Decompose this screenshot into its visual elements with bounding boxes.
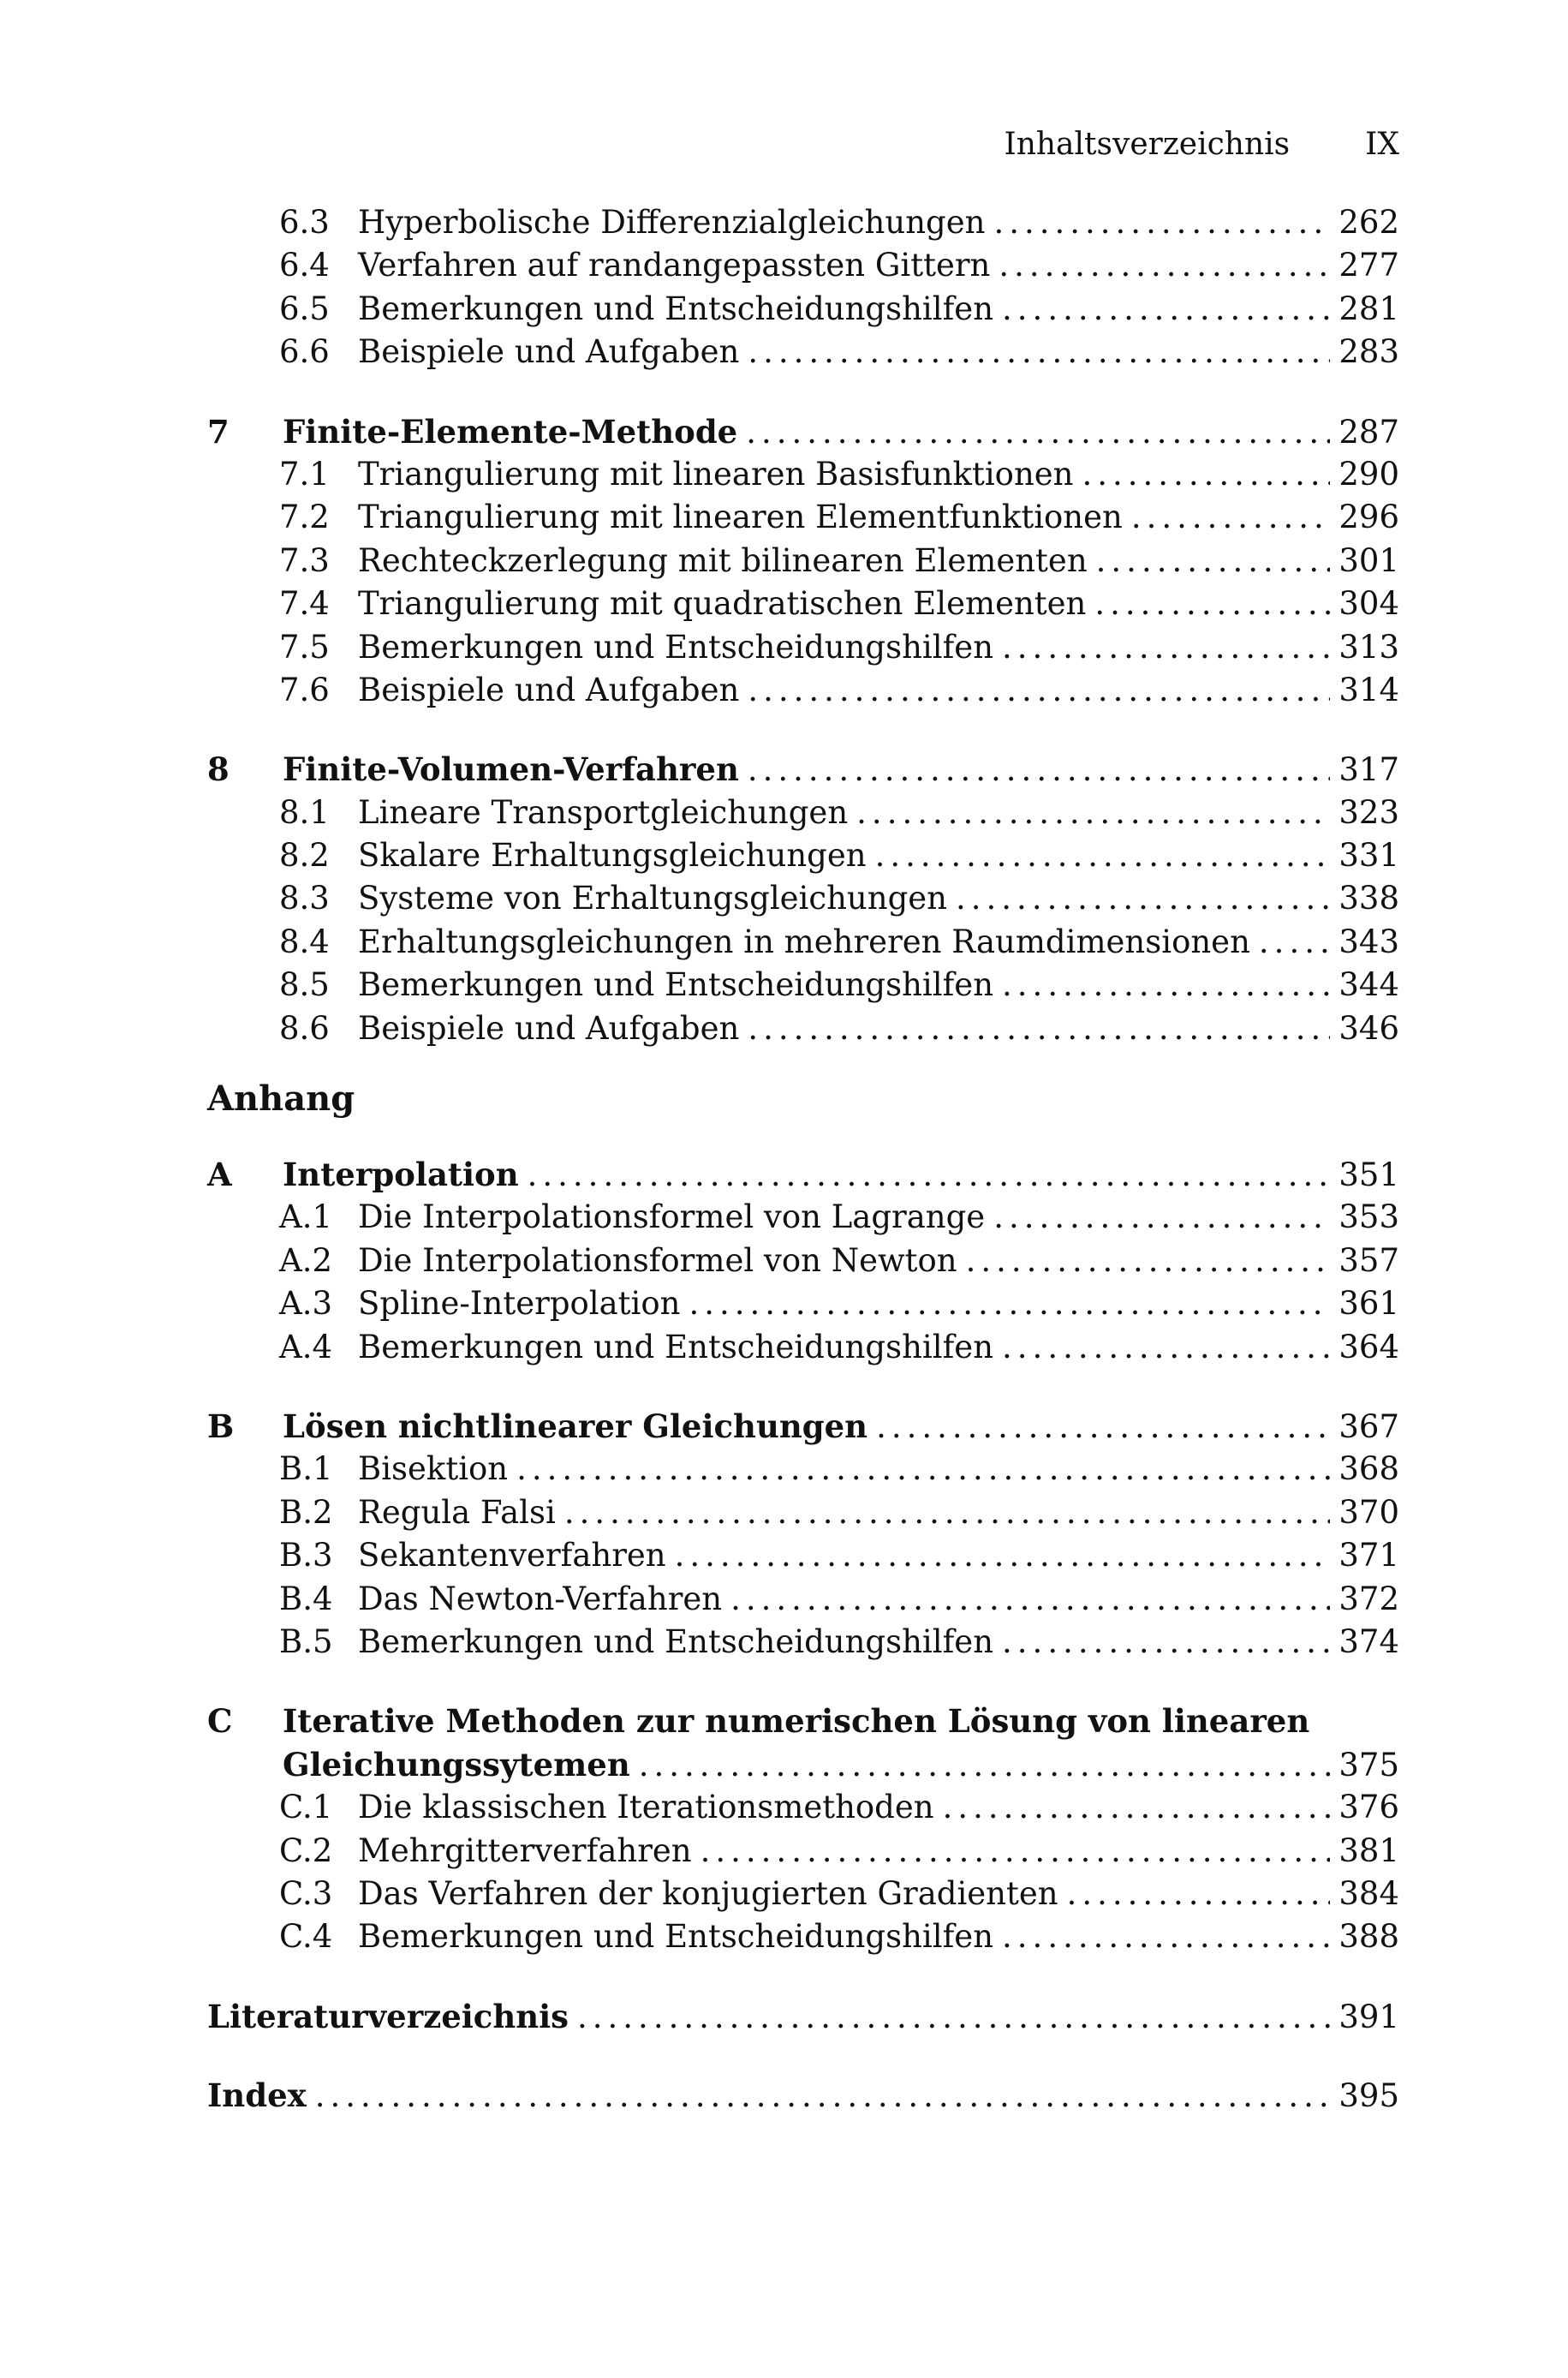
entry-title: Systeme von Erhaltungsgleichungen [358,880,948,917]
entry-page: 344 [1338,966,1399,1004]
toc-entry[interactable] [207,1198,1399,1241]
toc-entry[interactable] [207,1450,1399,1493]
toc-entry[interactable] [207,629,1399,672]
leader-dots [315,2077,1331,2114]
entry-page: 296 [1338,499,1399,536]
literature-page: 391 [1338,1998,1399,2035]
chapter-title-line1: Iterative Methoden zur numerischen Lösung von linearen [283,1702,1310,1741]
entry-title: Spline-Interpolation [358,1285,681,1323]
entry-title: Das Newton-Verfahren [358,1580,723,1617]
leader-dots [748,751,1331,788]
leader-dots [1094,585,1330,622]
entry-page: 338 [1338,880,1399,917]
leader-dots [1002,629,1330,666]
entry-number: B.2 [279,1493,333,1531]
toc-entry[interactable] [207,456,1399,499]
chapter-page: 375 [1338,1746,1399,1784]
entry-page: 374 [1338,1622,1399,1660]
entry-title: Die klassischen Iterationsmethoden [358,1789,934,1826]
toc-entry[interactable] [207,1010,1399,1053]
leader-dots [748,672,1330,708]
entry-title: Erhaltungsgleichungen in mehreren Raumdimensionen [358,923,1250,960]
entry-title: Beispiele und Aufgaben [358,671,740,708]
entry-title: Bemerkungen und Entscheidungshilfen [358,1918,994,1956]
entry-title: Bemerkungen und Entscheidungshilfen [358,628,994,666]
toc-entry[interactable] [207,333,1399,376]
toc-chapter[interactable] [207,413,1399,456]
index-page: 395 [1338,2077,1399,2115]
entry-number: B.1 [279,1450,333,1488]
leader-dots [748,333,1330,370]
entry-number: 8.2 [279,837,330,875]
entry-number: 8.6 [279,1009,330,1047]
entry-number: C.2 [279,1831,333,1869]
entry-number: 6.3 [279,204,330,241]
header-page-number: IX [1365,127,1399,162]
toc-entry[interactable] [207,1537,1399,1580]
entry-page: 376 [1338,1789,1399,1826]
literature-title: Literaturverzeichnis [207,1997,569,2035]
leader-dots [528,1156,1331,1193]
entry-number: C.1 [279,1789,333,1826]
entry-title: Bemerkungen und Entscheidungshilfen [358,1622,994,1660]
leader-dots [701,1832,1331,1869]
leader-dots [999,247,1330,284]
chapter-number: C [207,1702,233,1741]
index-title: Index [207,2076,307,2115]
entry-title: Triangulierung mit linearen Basisfunktionen [358,455,1074,493]
entry-number: 6.4 [279,247,330,284]
toc-entry[interactable] [207,794,1399,837]
toc-literature[interactable] [207,1998,1399,2040]
toc-entry[interactable] [207,1329,1399,1371]
leader-dots [993,1198,1330,1235]
chapter-title: Finite-Volumen-Verfahren [283,750,739,789]
entry-page: 301 [1338,541,1399,579]
entry-title: Bemerkungen und Entscheidungshilfen [358,1328,994,1365]
entry-title: Triangulierung mit quadratischen Elementen [358,585,1087,623]
toc-chapter[interactable] [207,1156,1399,1198]
chapter-number: 7 [207,412,230,451]
entry-number: B.4 [279,1580,333,1617]
entry-title: Skalare Erhaltungsgleichungen [358,837,867,875]
entry-number: 8.1 [279,793,330,831]
entry-page: 372 [1338,1580,1399,1617]
toc-entry[interactable] [207,1623,1399,1666]
leader-dots [577,1999,1330,2035]
entry-title: Bemerkungen und Entscheidungshilfen [358,290,994,327]
entry-title: Beispiele und Aufgaben [358,333,740,371]
entry-number: 8.5 [279,966,330,1004]
entry-number: C.3 [279,1874,333,1912]
leader-dots [689,1285,1331,1322]
chapter-number: B [207,1407,235,1445]
entry-number: 7.4 [279,585,330,623]
toc-entry[interactable] [207,542,1399,585]
leader-dots [1096,542,1331,579]
toc-entry[interactable] [207,672,1399,714]
entry-page: 290 [1338,455,1399,493]
leader-dots [1082,456,1331,493]
entry-page: 262 [1338,204,1399,241]
toc-entry[interactable] [207,1242,1399,1285]
toc-entry[interactable] [207,1832,1399,1875]
entry-title: Das Verfahren der konjugierten Gradienten [358,1874,1058,1912]
entry-number: 7.6 [279,671,330,708]
entry-number: A.2 [279,1241,333,1279]
leader-dots [966,1242,1331,1279]
entry-title: Mehrgitterverfahren [358,1831,692,1869]
toc-chapter-line1[interactable] [207,1702,1399,1745]
toc-entry[interactable] [207,247,1399,290]
leader-dots [1002,1623,1330,1660]
entry-title: Bemerkungen und Entscheidungshilfen [358,966,994,1004]
toc-entry[interactable] [207,1875,1399,1918]
entry-number: 7.2 [279,499,330,536]
chapter-title: Lösen nichtlinearer Gleichungen [283,1407,868,1445]
toc-entry[interactable] [207,585,1399,628]
entry-page: 381 [1338,1831,1399,1869]
entry-page: 388 [1338,1918,1399,1956]
chapter-title: Finite-Elemente-Methode [283,412,738,451]
leader-dots [943,1789,1331,1825]
table-of-contents [207,204,1399,2119]
toc-entry[interactable] [207,1789,1399,1831]
entry-number: C.4 [279,1918,333,1956]
leader-dots [1131,499,1331,535]
entry-title: Rechteckzerlegung mit bilinearen Elementen [358,541,1088,579]
entry-page: 371 [1338,1537,1399,1574]
entry-number: B.5 [279,1622,333,1660]
toc-entry[interactable] [207,1580,1399,1623]
entry-number: 7.1 [279,455,330,493]
entry-page: 313 [1338,628,1399,666]
entry-page: 370 [1338,1493,1399,1531]
leader-dots [1259,923,1330,960]
toc-entry[interactable] [207,204,1399,247]
toc-entry[interactable] [207,1285,1399,1328]
entry-page: 357 [1338,1241,1399,1279]
entry-page: 283 [1338,333,1399,371]
leader-dots [856,794,1330,831]
chapter-page: 367 [1338,1407,1399,1445]
chapter-page: 287 [1338,413,1399,451]
toc-entry[interactable] [207,290,1399,333]
running-header [207,127,1399,170]
entry-page: 331 [1338,837,1399,875]
leader-dots [639,1747,1331,1784]
entry-title: Sekantenverfahren [358,1537,666,1574]
entry-page: 353 [1338,1198,1399,1236]
leader-dots [1002,1918,1330,1955]
entry-number: 6.5 [279,290,330,327]
leader-dots [1067,1875,1331,1912]
chapter-number: 8 [207,750,230,789]
entry-title: Verfahren auf randangepassten Gittern [358,247,991,284]
leader-dots [675,1537,1331,1574]
entry-number: 7.5 [279,628,330,666]
toc-entry[interactable] [207,1918,1399,1961]
entry-title: Beispiele und Aufgaben [358,1009,740,1047]
toc-entry[interactable] [207,923,1399,966]
toc-entry[interactable] [207,837,1399,880]
chapter-page: 351 [1338,1156,1399,1194]
entry-page: 343 [1338,923,1399,960]
leader-dots [516,1450,1330,1487]
entry-page: 323 [1338,793,1399,831]
entry-title: Triangulierung mit linearen Elementfunktionen [358,499,1123,536]
entry-title: Die Interpolationsformel von Newton [358,1241,957,1279]
entry-title: Hyperbolische Differenzialgleichungen [358,204,986,241]
toc-index[interactable] [207,2076,1399,2119]
leader-dots [730,1580,1330,1617]
toc-entry[interactable] [207,1494,1399,1537]
leader-dots [993,204,1330,241]
entry-page: 368 [1338,1450,1399,1488]
entry-number: 8.3 [279,880,330,917]
leader-dots [876,1408,1330,1445]
entry-page: 281 [1338,290,1399,327]
entry-title: Lineare Transportgleichungen [358,793,849,831]
entry-page: 384 [1338,1874,1399,1912]
entry-number: A.4 [279,1328,333,1365]
entry-page: 314 [1338,671,1399,708]
leader-dots [748,1010,1330,1047]
toc-chapter[interactable] [207,1407,1399,1450]
toc-chapter[interactable] [207,750,1399,793]
entry-number: 7.3 [279,541,330,579]
chapter-number: A [207,1156,232,1194]
entry-page: 364 [1338,1328,1399,1365]
leader-dots [1002,1329,1330,1365]
chapter-title: Interpolation [283,1156,519,1194]
leader-dots [1002,966,1330,1003]
entry-number: A.1 [279,1198,333,1236]
toc-entry[interactable] [207,499,1399,541]
entry-title: Bisektion [358,1450,509,1488]
entry-title: Die Interpolationsformel von Lagrange [358,1198,986,1236]
entry-page: 304 [1338,585,1399,623]
toc-chapter-line2[interactable] [207,1746,1399,1789]
leader-dots [956,880,1330,917]
header-title: Inhaltsverzeichnis [1004,127,1291,162]
entry-number: B.3 [279,1537,333,1574]
entry-number: 8.4 [279,923,330,960]
entry-page: 361 [1338,1285,1399,1323]
entry-page: 346 [1338,1009,1399,1047]
entry-number: 6.6 [279,333,330,371]
chapter-title-line2: Gleichungssytemen [283,1745,630,1784]
entry-page: 277 [1338,247,1399,284]
appendix-heading: Anhang [207,1078,355,1120]
leader-dots [875,837,1331,874]
leader-dots [564,1494,1331,1531]
leader-dots [1002,290,1330,327]
entry-title: Regula Falsi [358,1493,556,1531]
leader-dots [746,414,1330,451]
entry-number: A.3 [279,1285,333,1323]
toc-entry[interactable] [207,966,1399,1009]
toc-entry[interactable] [207,880,1399,923]
chapter-page: 317 [1338,751,1399,789]
